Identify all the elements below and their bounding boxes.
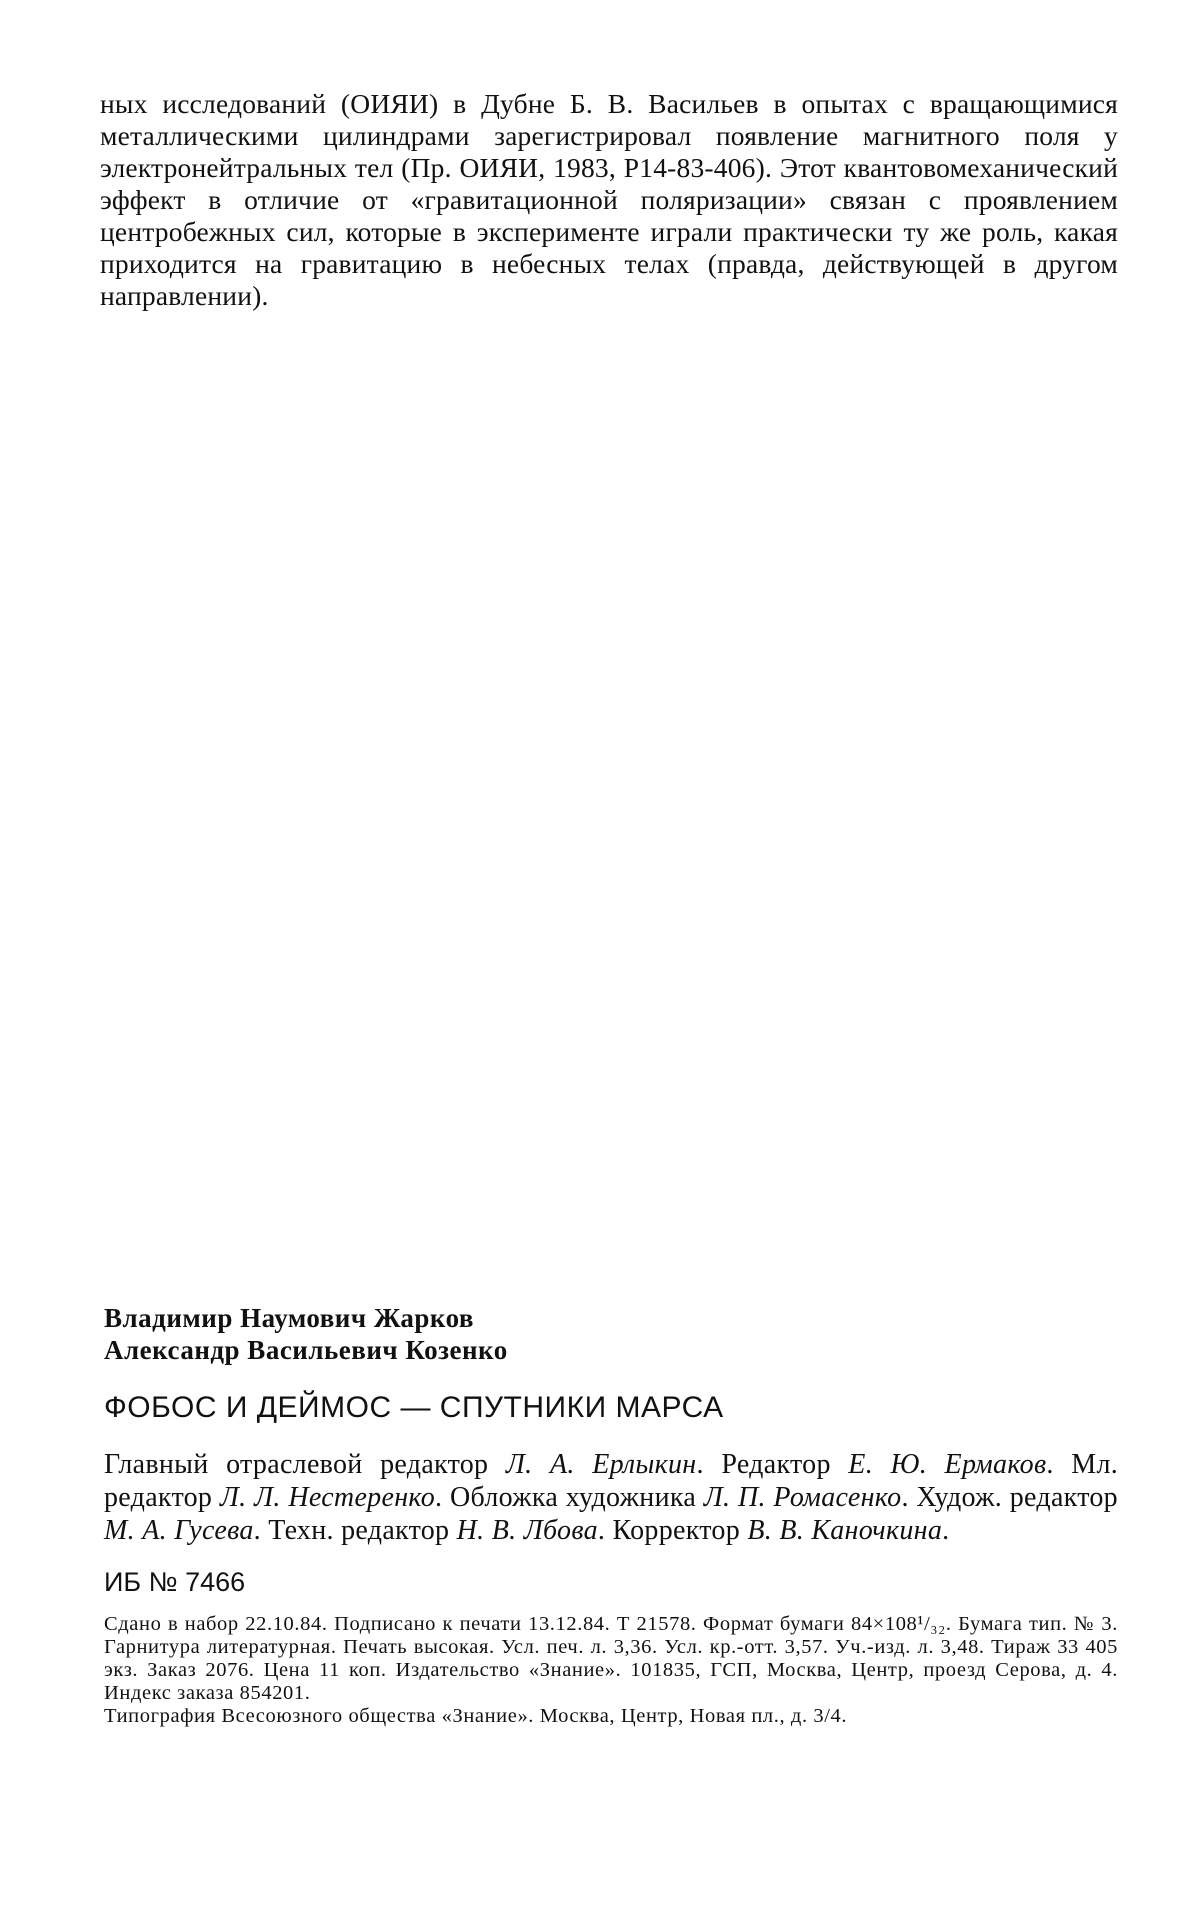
credit-role: . Корректор: [597, 1515, 748, 1546]
credit-name: Л. Л. Нестеренко: [219, 1482, 436, 1513]
printer-info: Типография Всесоюзного общества «Знание». Москва, Центр, Новая пл., д. 3/4.: [104, 1705, 848, 1727]
credit-role: . Техн. редактор: [253, 1515, 457, 1546]
credit-name: Е. Ю. Ермаков: [848, 1449, 1047, 1480]
credit-name: М. А. Гусева: [104, 1515, 254, 1546]
credit-name: Л. А. Ерлыкин: [505, 1449, 697, 1480]
credit-name: В. В. Каночкина: [747, 1515, 943, 1546]
book-title: ФОБОС И ДЕЙМОС — СПУТНИКИ МАРСА: [104, 1391, 724, 1424]
editorial-credits: [104, 1448, 1118, 1547]
ib-number: ИБ № 7466: [104, 1567, 246, 1597]
credit-role: . Редактор: [696, 1449, 849, 1480]
credit-role: . Обложка художника: [435, 1482, 704, 1513]
author-name: Александр Васильевич Козенко: [104, 1335, 508, 1365]
body-paragraph: ных исследований (ОИЯИ) в Дубне Б. В. Васильев в опытах с вращающимися металлическими цилиндрами зарегистрировал появление магнитного поля у электронейтральных тел (Пр. ОИЯИ, 1983, Р14-83-406). Этот квантовомеханический эффект в отличие от «гравитационной поляризации» связан с проявлением центробежных сил, которые в эксперименте играли практически ту же роль, какая приходится на гравитацию в небесных телах (правда, действующей в другом направлении).: [100, 88, 1118, 311]
credit-name: Л. П. Ромасенко: [703, 1482, 902, 1513]
credit-role: Главный отраслевой редактор: [104, 1449, 506, 1480]
credit-role: . Худож. редактор: [901, 1482, 1118, 1513]
imprint-block: [104, 1302, 1118, 1728]
print-details: Сдано в набор 22.10.84. Подписано к печати 13.12.84. Т 21578. Формат бумаги 84×108¹/₃₂. Бумага тип. № 3. Гарнитура литературная. Печать высокая. Усл. печ. л. 3,36. Усл. кр.-отт. 3,57. Уч.-изд. л. 3,48. Тираж 33 405 экз. Заказ 2076. Цена 11 коп. Издательство «Знание». 101835, ГСП, Москва, Центр, проезд Серова, д. 4. Индекс заказа 854201.: [104, 1613, 1118, 1704]
credit-name: Н. В. Лбова: [456, 1515, 598, 1546]
credit-role: . Мл. редактор: [104, 1449, 1119, 1513]
author-name: Владимир Наумович Жарков: [104, 1303, 474, 1333]
credit-role: .: [942, 1515, 950, 1546]
